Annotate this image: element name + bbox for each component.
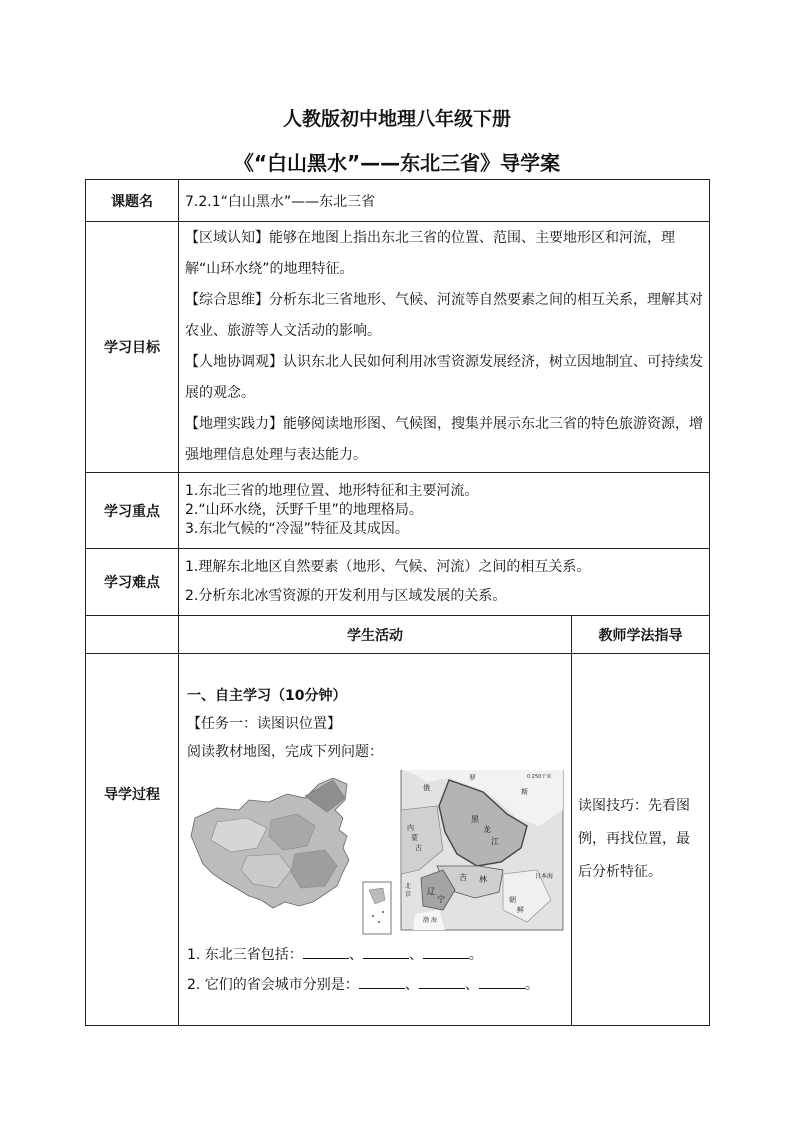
goal-item: 【区域认知】能够在地图上指出东北三省的位置、范围、主要地形区和河流，理解“山环水绕”的地理特征。 bbox=[185, 230, 675, 277]
map-label: 鲜 bbox=[517, 906, 524, 914]
map-label: 古 bbox=[415, 844, 422, 852]
process-label: 导学过程 bbox=[86, 654, 179, 1026]
map-label: 吉 bbox=[459, 873, 467, 882]
study-guide-table bbox=[85, 179, 710, 1026]
map-label: 宁 bbox=[437, 895, 445, 904]
document-subtitle: 《“白山黑水”——东北三省》导学案 bbox=[233, 151, 561, 175]
map-label: 渤 bbox=[423, 917, 430, 924]
topic-label: 课题名 bbox=[86, 180, 179, 222]
map-scale: 0 250千米 bbox=[527, 774, 552, 780]
difficulty-label: 学习难点 bbox=[86, 549, 179, 616]
map-label: 朝 bbox=[509, 896, 516, 904]
key-point-item: 1.东北三省的地理位置、地形特征和主要河流。 bbox=[185, 483, 479, 499]
map-label: 林 bbox=[479, 875, 487, 884]
task-heading: 【任务一：读图识位置】 bbox=[187, 716, 341, 732]
goals-cell bbox=[179, 222, 710, 473]
answer-blank[interactable] bbox=[363, 944, 409, 959]
question-2: 2. 它们的省会城市分别是： 、 、 。 bbox=[187, 970, 565, 1000]
map-label: 日本海 bbox=[535, 873, 554, 880]
map-label: 内 bbox=[407, 824, 414, 832]
task-intro: 阅读教材地图，完成下列问题： bbox=[187, 744, 383, 760]
china-map bbox=[191, 778, 349, 908]
map-label: 龙 bbox=[483, 825, 491, 834]
empty-header-cell bbox=[86, 616, 179, 654]
goal-item: 【综合思维】分析东北三省地形、气候、河流等自然要素之间的相互关系，理解其对农业、旅游等人文活动的影响。 bbox=[185, 292, 703, 339]
northeast-map bbox=[401, 770, 563, 930]
map-label: 斯 bbox=[521, 788, 528, 796]
question-1-text: 1. 东北三省包括： bbox=[187, 947, 303, 963]
map-label: 江 bbox=[491, 837, 499, 846]
difficulty-item: 2.分析东北冰雪资源的开发利用与区域发展的关系。 bbox=[185, 588, 507, 604]
answer-blank[interactable] bbox=[303, 944, 349, 959]
map-area bbox=[187, 770, 565, 940]
map-label: 海 bbox=[431, 917, 438, 924]
topic-value: 7.2.1“白山黑水”——东北三省 bbox=[179, 180, 710, 222]
goal-item: 【人地协调观】认识东北人民如何利用冰雪资源发展经济，树立因地制宜、可持续发展的观念。 bbox=[185, 354, 703, 401]
map-label: 俄 bbox=[423, 784, 430, 792]
key-points-label: 学习重点 bbox=[86, 473, 179, 549]
student-activity-header: 学生活动 bbox=[179, 616, 572, 654]
document-title: 人教版初中地理八年级下册 bbox=[282, 108, 511, 130]
key-point-item: 2.“山环水绕，沃野千里”的地理格局。 bbox=[185, 502, 423, 518]
difficulty-item: 1.理解东北地区自然要素（地形、气候、河流）之间的相互关系。 bbox=[185, 559, 591, 575]
teacher-tip-cell: 读图技巧：先看图例，再找位置，最后分析特征。 bbox=[572, 654, 710, 1026]
answer-blank[interactable] bbox=[423, 944, 469, 959]
difficulty-cell bbox=[179, 549, 710, 616]
key-point-item: 3.东北气候的“冷湿”特征及其成因。 bbox=[185, 521, 409, 537]
question-1: 1. 东北三省包括： 、 、 。 bbox=[187, 940, 565, 970]
key-points-cell bbox=[179, 473, 710, 549]
answer-blank[interactable] bbox=[419, 974, 465, 989]
map-figure bbox=[187, 770, 565, 940]
map-label: 辽 bbox=[427, 887, 435, 896]
answer-blank[interactable] bbox=[359, 974, 405, 989]
goal-item: 【地理实践力】能够阅读地形图、气候图，搜集并展示东北三省的特色旅游资源，增强地理信息处理与表达能力。 bbox=[185, 416, 703, 463]
question-2-text: 2. 它们的省会城市分别是： bbox=[187, 977, 359, 993]
answer-blank[interactable] bbox=[479, 974, 525, 989]
map-label: 黑 bbox=[471, 815, 479, 824]
map-label: 罗 bbox=[469, 774, 476, 782]
goals-label: 学习目标 bbox=[86, 222, 179, 473]
map-label: 京 bbox=[405, 891, 412, 898]
map-label: 北 bbox=[405, 883, 412, 890]
section-heading: 一、自主学习（10分钟） bbox=[187, 688, 347, 704]
student-activity-cell bbox=[179, 654, 572, 1026]
teacher-guidance-header: 教师学法指导 bbox=[572, 616, 710, 654]
map-label: 蒙 bbox=[411, 834, 418, 842]
